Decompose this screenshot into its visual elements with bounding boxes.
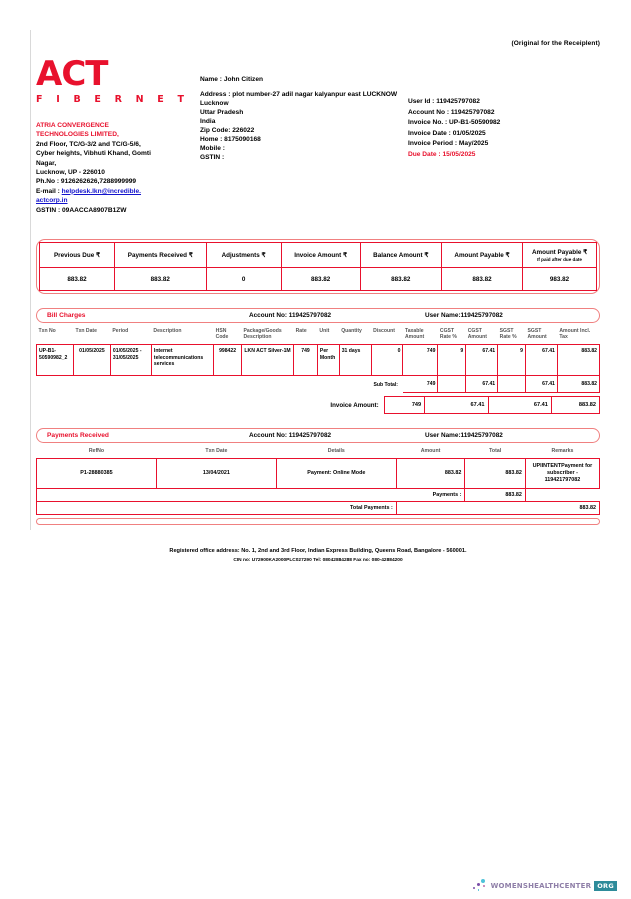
bill-charges-data-row [37, 345, 600, 376]
col-remarks: Remarks [551, 448, 574, 455]
payments-label: Payments : [37, 489, 465, 502]
company-name-line1: ATRIA CONVERGENCE [36, 122, 109, 129]
summary-table-wrapper [36, 239, 600, 294]
meta-account-no: Account No : 119425797082 [408, 108, 495, 116]
col-cgst-rate: CGST Rate % [439, 328, 457, 341]
cell-amount-incl-tax: 883.82 [557, 345, 599, 376]
payments-subtotal-row [37, 489, 600, 502]
col-description: Description [153, 328, 182, 335]
col-sgst-rate: SGST Rate % [499, 328, 517, 341]
col-details: Details [327, 448, 345, 455]
invoice-amount-spacer [36, 397, 290, 414]
payments-received-title: Payments Received [47, 432, 109, 440]
summary-header-previous-due: Previous Due ₹ [40, 243, 115, 268]
summary-header-invoice-amount: Invoice Amount ₹ [281, 243, 360, 268]
col-ref-no: RefNo [88, 448, 105, 455]
summary-value-previous-due: 883.82 [40, 268, 115, 291]
cell-period: 01/05/2025 - 31/05/2025 [110, 345, 151, 376]
customer-state: Uttar Pradesh [200, 109, 244, 117]
bill-charges-band [36, 308, 600, 323]
summary-header-amount-payable: Amount Payable ₹ [441, 243, 522, 268]
invoice-amount-sgst: 67.41 [488, 397, 551, 414]
total-payments-label: Total Payments : [37, 502, 397, 515]
payments-received-band [36, 428, 600, 443]
subtotal-taxable-amount: 749 [403, 376, 438, 393]
subtotal-amount-incl-tax: 883.82 [557, 376, 599, 393]
col-discount: Discount [373, 328, 395, 335]
act-logo: ACT [36, 54, 108, 94]
summary-value-invoice-amount: 883.82 [281, 268, 360, 291]
payments-total-row [37, 502, 600, 515]
meta-due-date: Due Date : 15/05/2025 [408, 150, 476, 158]
company-phone: Ph.No : 9126262626,7288999999 [36, 178, 137, 186]
col-txn-no: Txn No [38, 328, 56, 335]
company-address-line4: Lucknow, UP - 226010 [36, 169, 105, 177]
bill-charges-subtotal-row [37, 376, 600, 393]
company-address-line2: Cyber heights, Vibhuti Khand, Gomti [36, 150, 151, 158]
company-block [36, 54, 200, 215]
bill-charges-account-no: Account No: 119425797082 [249, 312, 332, 320]
summary-value-amount-payable: 883.82 [441, 268, 522, 291]
cell-cgst-rate: 9 [438, 345, 466, 376]
invoice-amount-cgst: 67.41 [425, 397, 488, 414]
cell-remarks-line2: subscriber - 119421797082 [544, 470, 581, 484]
invoice-amount-table [36, 396, 600, 414]
customer-gstin: GSTIN : [200, 154, 225, 162]
subtotal-sgst-rate-spacer [498, 376, 526, 393]
cell-total: 883.82 [465, 459, 526, 489]
company-email-row [36, 187, 200, 196]
bill-charges-header-row [37, 326, 600, 345]
cell-ref-no: P1-28880385 [37, 459, 157, 489]
customer-home-phone: Home : 8175090168 [200, 136, 261, 144]
payments-subtotal-spacer [525, 489, 599, 502]
cell-description: Internet telecommunications services [151, 345, 213, 376]
summary-table [39, 242, 597, 291]
invoice-amount-taxable: 749 [384, 397, 424, 414]
payments-data-row [37, 459, 600, 489]
watermark-badge: ORG [594, 881, 617, 891]
summary-header-payments-received: Payments Received ₹ [114, 243, 206, 268]
subtotal-spacer [37, 376, 372, 393]
cell-details: Payment: Online Mode [276, 459, 396, 489]
col-taxable-amount: Taxable Amount [404, 328, 425, 341]
subtotal-sgst-amount: 67.41 [525, 376, 557, 393]
invoice-amount-label: Invoice Amount: [330, 401, 379, 409]
payments-header-row [37, 446, 600, 459]
cell-sgst-amount: 67.41 [525, 345, 557, 376]
summary-value-amount-payable-after-due: 983.82 [523, 268, 597, 291]
col-sgst-amount: SGST Amount [527, 328, 547, 341]
cell-cgst-amount: 67.41 [466, 345, 498, 376]
act-logo-subtext: F I B E R N E T [36, 94, 190, 105]
subtotal-cgst-amount: 67.41 [466, 376, 498, 393]
company-email-link[interactable]: helpdesk.lkn@incredible. [61, 187, 142, 195]
summary-value-adjustments: 0 [206, 268, 281, 291]
cell-discount: 0 [371, 345, 403, 376]
invoice-meta-block [408, 57, 600, 215]
company-gstin: GSTIN : 09AACCA8907B1ZW [36, 206, 127, 214]
customer-address: Address : plot number-27 adil nagar kalyanpur east LUCKNOW [200, 91, 398, 99]
meta-invoice-date: Invoice Date : 01/05/2025 [408, 129, 486, 137]
cell-sgst-rate: 9 [498, 345, 526, 376]
payments-received-table [36, 446, 600, 515]
cell-payment-txn-date: 13/04/2021 [156, 459, 276, 489]
watermark-text: WOMENSHEALTHCENTER [490, 882, 592, 890]
company-address-line1: 2nd Floor, TC/G-3/2 and TC/G-5/6, [36, 140, 141, 148]
payments-bottom-rounded-border [36, 518, 600, 525]
company-email-link-cont[interactable]: actcorp.in [36, 197, 68, 205]
col-payment-txn-date: Txn Date [205, 448, 228, 455]
summary-value-balance-amount: 883.82 [360, 268, 441, 291]
subtotal-cgst-rate-spacer [438, 376, 466, 393]
company-email-label: E-mail : [36, 187, 62, 195]
summary-header-row [40, 243, 597, 268]
customer-mobile: Mobile : [200, 145, 225, 153]
invoice-amount-row [36, 397, 600, 414]
col-unit: Unit [319, 328, 330, 335]
meta-user-id: User Id : 119425797082 [408, 98, 480, 105]
col-package-description: Package/Goods Description [243, 328, 282, 341]
total-payments-value: 883.82 [396, 502, 599, 515]
payments-value: 883.82 [465, 489, 526, 502]
col-hsn-code: HSN Code [215, 328, 229, 341]
col-amount: Amount [420, 448, 441, 455]
summary-header-amount-payable-after-due-main: Amount Payable ₹ [531, 248, 588, 256]
summary-header-amount-payable-after-due-sub: If paid after due date [537, 256, 582, 262]
col-period: Period [112, 328, 129, 335]
invoice-header [36, 54, 600, 215]
summary-header-adjustments: Adjustments ₹ [206, 243, 281, 268]
cell-txn-no: UP-B1-50590982_2 [37, 345, 74, 376]
cell-hsn-code: 998422 [214, 345, 242, 376]
col-amount-incl-tax: Amount Incl. Tax [559, 328, 591, 341]
summary-value-payments-received: 883.82 [114, 268, 206, 291]
cell-remarks-line1: UPIINTENTPayment for [532, 463, 593, 470]
customer-city: Lucknow [200, 100, 229, 108]
footer-registered-office: Registered office address: No. 1, 2nd and 3rd Floor, Indian Express Building, Queens Road, Bangalore - 560001. [169, 548, 467, 555]
col-txn-date: Txn Date [75, 328, 97, 335]
page-footer [36, 547, 600, 565]
cell-package-description: LKN ACT Silver-1M [241, 345, 293, 376]
bill-charges-title: Bill Charges [47, 312, 86, 320]
cell-quantity: 31 days [339, 345, 371, 376]
col-rate: Rate [295, 328, 307, 335]
summary-header-balance-amount: Balance Amount ₹ [360, 243, 441, 268]
company-address [36, 121, 200, 215]
cell-txn-date: 01/05/2025 [73, 345, 110, 376]
summary-value-row [40, 268, 597, 291]
summary-header-amount-payable-after-due [523, 243, 597, 268]
page-left-rule [30, 30, 31, 530]
watermark [472, 879, 617, 893]
invoice-amount-total: 883.82 [551, 397, 599, 414]
col-total: Total [489, 448, 502, 455]
original-for-recipient-note: (Original for the Receiplent) [511, 40, 600, 47]
meta-invoice-period: Invoice Period : May/2025 [408, 140, 489, 148]
cell-taxable-amount: 749 [403, 345, 438, 376]
company-address-line3: Nagar, [36, 159, 57, 167]
bill-charges-user-name: User Name:119425797082 [425, 312, 503, 320]
customer-country: India [200, 118, 216, 126]
cell-unit: Per Month [317, 345, 339, 376]
cell-amount: 883.82 [396, 459, 465, 489]
subtotal-label: Sub Total: [373, 381, 398, 388]
company-name-line2: TECHNOLOGIES LIMITED, [36, 131, 119, 139]
customer-block [200, 57, 408, 215]
col-quantity: Quantity [341, 328, 362, 335]
footer-cin: CIN no: U72900KA2000PLC027290 Tel: 08042884288 Fax no: 080-42884200 [233, 558, 403, 564]
cell-rate: 749 [294, 345, 318, 376]
customer-name: Name : John Citizen [200, 76, 264, 83]
customer-zip: Zip Code: 226022 [200, 127, 255, 135]
payments-received-user-name: User Name:119425797082 [425, 432, 503, 440]
col-cgst-amount: CGST Amount [467, 328, 487, 341]
invoice-content [36, 40, 600, 565]
cell-remarks [525, 459, 599, 489]
bill-charges-table [36, 326, 600, 393]
payments-received-account-no: Account No: 119425797082 [249, 432, 332, 440]
meta-invoice-no: Invoice No. : UP-B1-50590982 [408, 119, 501, 127]
sparkle-icon [472, 879, 488, 893]
